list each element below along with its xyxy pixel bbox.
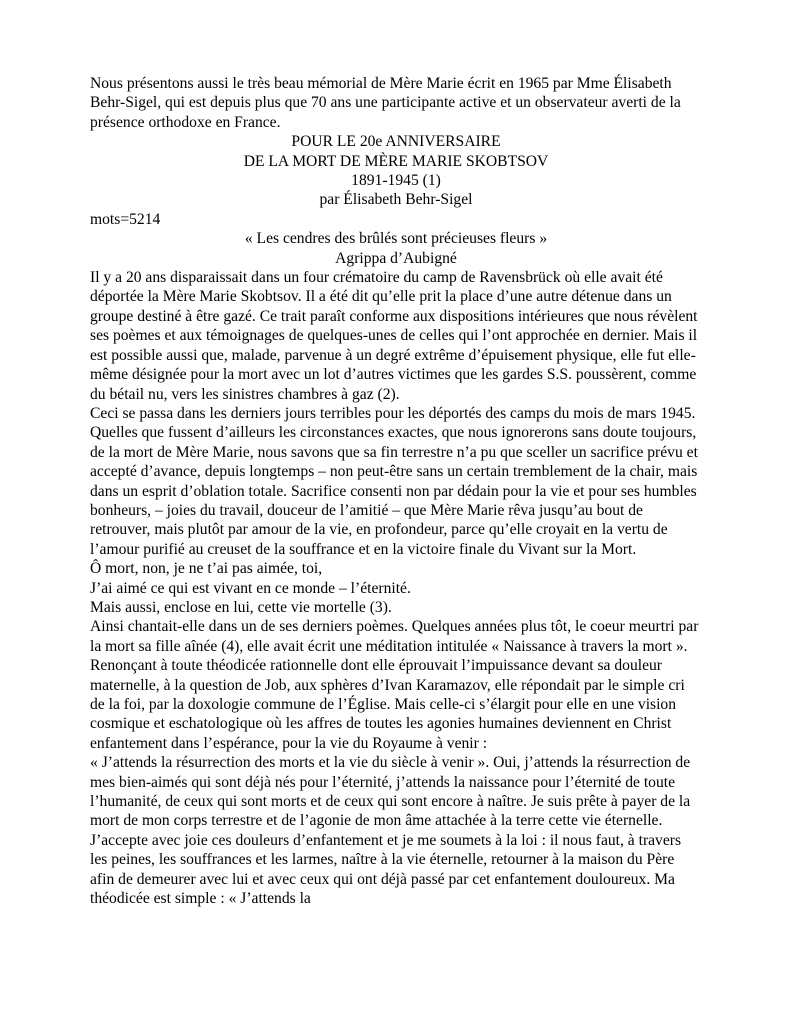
intro-paragraph: Nous présentons aussi le très beau mémorial de Mère Marie écrit en 1965 par Mme Élisabeth Behr-Sigel, qui est depuis plus que 70 ans une participante active et un observateur averti de la présence orthodoxe en France. xyxy=(90,75,681,131)
block-quote: « J’attends la résurrection des morts et la vie du siècle à venir ». Oui, j’attends la résurrection de mes bien-aimés qui sont déjà nés pour l’éternité, j’attends la naissance pour l’éternité de toute l’humanité, de ceux qui sont morts et de ceux qui sont encore à naître. Je suis prête à payer de la mort de mon corps terrestre et de l’agonie de mon âme attachée à la terre cette vie éternelle. J’accepte avec joie ces douleurs d’enfantement et je me soumets à la loi : il nous faut, à travers les peines, les souffrances et les larmes, naître à la vie éternelle, retourner à la maison du Père afin de demeurer avec lui et avec ceux qui ont déjà passé par cet enfantement douloureux. Ma théodicée est simple : « J’attends la xyxy=(90,754,691,908)
poem-line-1: Ô mort, non, je ne t’ai pas aimée, toi, xyxy=(90,560,323,578)
byline: par Élisabeth Behr-Sigel xyxy=(319,191,473,209)
epigraph-block xyxy=(90,229,702,268)
body-paragraph-1: Il y a 20 ans disparaissait dans un four crématoire du camp de Ravensbrück où elle avait été déportée la Mère Marie Skobtsov. Il a été dit qu’elle prit la place d’une autre détenue dans un groupe destiné à être gazé. Ce trait paraît conforme aux dispositions intérieures que nous révèlent ses poèmes et aux témoignages de quelques-unes de celles qui l’ont approchée en dernier. Mais il est possible aussi que, malade, parvenue à un degré extrême d’épuisement physique, elle fut elle-même désignée pour la mort avec un lot d’autres victimes que les gardes S.S. poussèrent, comme du bétail nu, vers les sinistres chambres à gaz (2). xyxy=(90,269,698,403)
poem-line-3: Mais aussi, enclose en lui, cette vie mortelle (3). xyxy=(90,598,392,616)
poem-block xyxy=(90,559,702,617)
body-paragraph-2: Ceci se passa dans les derniers jours terribles pour les déportés des camps du mois de mars 1945. Quelles que fussent d’ailleurs les circonstances exactes, que nous ignorerons sans doute toujours, de la mort de Mère Marie, nous savons que sa fin terrestre n’a pu que sceller un sacrifice prévu et accepté d’avance, depuis longtemps – non peut-être sans un certain tremblement de la chair, mais dans un esprit d’oblation totale. Sacrifice consenti non par dédain pour la vie et pour ses humbles bonheurs, – joies du travail, douceur de l’amitié – que Mère Marie rêva jusqu’au bout de retrouver, mais plutôt par amour de la vie, en profondeur, parce qu’elle croyait en la vertu de l’amour purifié au creuset de la souffrance et en la victoire finale du Vivant sur la Mort. xyxy=(90,404,698,558)
poem-line-2: J’ai aimé ce qui est vivant en ce monde – l’éternité. xyxy=(90,579,411,597)
epigraph-attribution: Agrippa d’Aubigné xyxy=(335,249,457,267)
document-title-block xyxy=(90,132,702,190)
epigraph-quote: « Les cendres des brûlés sont précieuses fleurs » xyxy=(244,230,548,248)
title-line-1: POUR LE 20e ANNIVERSAIRE xyxy=(291,133,501,151)
body-paragraph-3: Ainsi chantait-elle dans un de ses derniers poèmes. Quelques années plus tôt, le coeur meurtri par la mort sa fille aînée (4), elle avait écrit une méditation intitulée « Naissance à travers la mort ». Renonçant à toute théodicée rationnelle dont elle éprouvait l’impuissance devant sa douleur maternelle, à la question de Job, aux sphères d’Ivan Karamazov, elle répondait par le simple cri de la foi, par la doxologie commune de l’Église. Mais celle-ci s’élargit pour elle en une vision cosmique et eschatologique où les affres de toutes les agonies humaines deviennent en Christ enfantement dans l’espérance, pour la vie du Royaume à venir : xyxy=(90,618,699,752)
title-line-2: DE LA MORT DE MÈRE MARIE SKOBTSOV xyxy=(243,152,549,170)
word-count: mots=5214 xyxy=(90,210,161,228)
title-line-3: 1891-1945 (1) xyxy=(351,172,441,190)
